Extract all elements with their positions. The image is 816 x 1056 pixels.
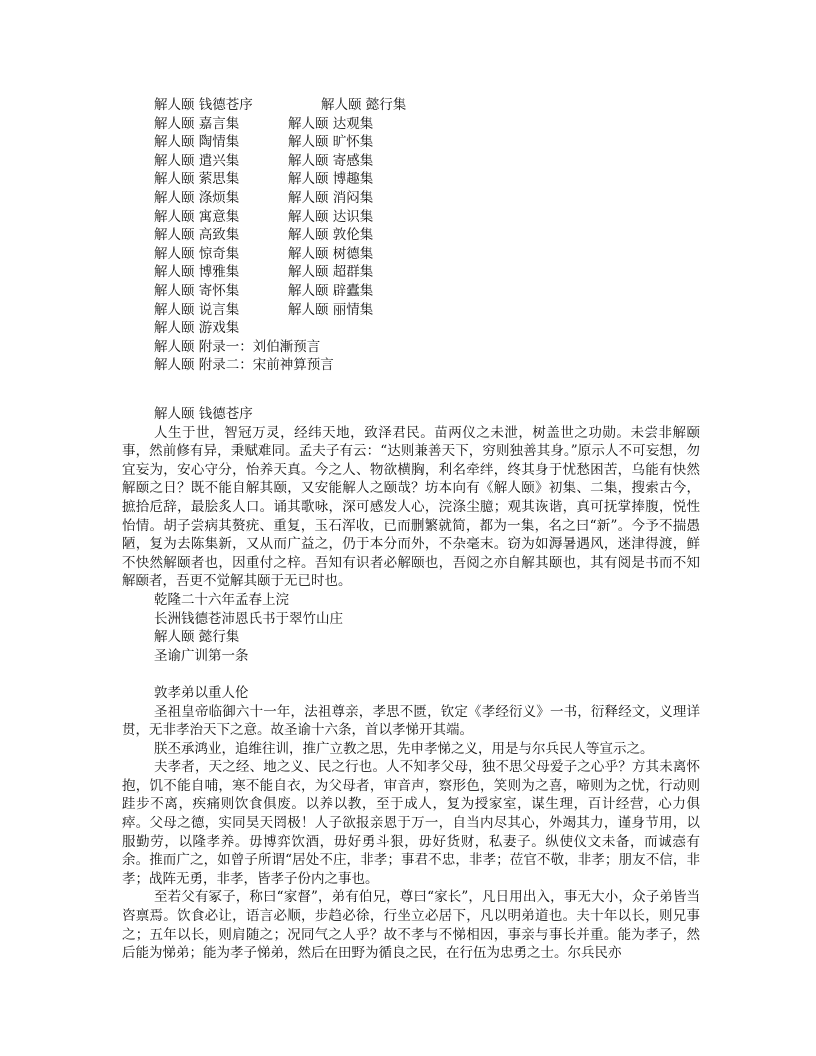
- toc-item: 解人颐 旷怀集: [288, 134, 374, 151]
- section-heading: 解人颐 懿行集: [154, 629, 240, 646]
- section-paragraph: 朕丕承鸿业，追维往训，推广立教之思，先申孝悌之义，用是与尔兵民人等宣示之。: [154, 740, 654, 757]
- section-paragraph: 夫孝者，天之经、地之义、民之行也。人不知孝父母，独不思父母爱子之心乎？方其未离怀抱，饥不能自哺，寒不能自衣，为父母者，审音声，察形色，笑则为之喜，啼则为之忧，行动则跬步不离，疾痛则饮食俱废。以养以教，至于成人，复为授家室，谋生理，百计经营，心力俱瘁。父母之德，实同昊天罔极！人子欲报亲恩于万一，自当内尽其心，外竭其力，谨身节用，以服勤劳，以隆孝养。毋博弈饮酒，毋好勇斗狠，毋好货财，私妻子。纵使仪文未备，而诚悫有余。推而广之，如曾子所谓“居处不庄，非孝；事君不忠，非孝；莅官不敬，非孝；朋友不信，非孝；战阵无勇，非孝，皆孝子份内之事也。: [122, 759, 700, 887]
- document-body: [122, 405, 700, 963]
- toc-item: 解人颐 树德集: [288, 245, 374, 262]
- toc-item: 解人颐 博趣集: [288, 171, 374, 188]
- section-title: 敦孝弟以重人伦: [154, 684, 249, 701]
- section-paragraph: 圣祖皇帝临御六十一年，法祖尊亲，孝思不匮，钦定《孝经衍义》一书，衍释经文，义理详贯，无非孝治天下之意。故圣谕十六条，首以孝悌开其端。: [122, 703, 700, 739]
- toc-item: 解人颐 辟蠹集: [288, 282, 374, 299]
- preface-paragraph: 人生于世，智冠万灵，经纬天地，致泽君民。苗两仪之未泄，树盖世之功勋。未尝非解颐事，然前修有异，秉赋难同。孟夫子有云：“达则兼善天下，穷则独善其身。”原示人不可妄想，勿宜妄为，安心守分，怡养天真。今之人、物欲横胸，利名牵绊，终其身于忧愁困苦，乌能有快然解颐之日？既不能自解其颐，又安能解人之颐哉？坊本向有《解人颐》初集、二集，搜索古今，摭拾卮辞，最脍炙人口。诵其歌咏，深可感发人心，浣涤尘臆；观其诙谐，真可抚掌捧腹，悦性怡情。胡子尝病其赘疣、重复，玉石浑收，已而删繁就简，都为一集，名之曰“新”。今予不揣愚陋，复为去陈集新，又从而广益之，仍于本分而外，不杂毫末。窃为如溽暑遇风，迷津得渡，鲜不快然解颐者也，因重付之梓。吾知有识者必解颐也，吾阅之亦自解其颐也，其有阅是书而不知解颐者，吾更不觉解其颐于无已时也。: [122, 424, 700, 590]
- toc-item: 解人颐 达观集: [288, 115, 374, 132]
- toc-item: 解人颐 附录二：宋前神算预言: [154, 357, 334, 374]
- section-paragraph: 至若父有冢子，称曰“家督”，弟有伯兄，尊曰“家长”，凡日用出入，事无大小，众子弟皆当咨禀焉。饮食必让，语言必顺，步趋必徐，行坐立必居下，凡以明弟道也。夫十年以长，则兄事之；五年以长，则肩随之；况同气之人乎？故不孝与不悌相因，事亲与事长并重。能为孝子，然后能为悌弟；能为孝子悌弟，然后在田野为循良之民，在行伍为忠勇之士。尔兵民亦: [122, 889, 700, 962]
- toc-item: 解人颐 萦思集: [154, 171, 240, 188]
- blank-line: [122, 665, 700, 684]
- toc-item: 解人颐 高致集: [154, 227, 240, 244]
- toc-item: 解人颐 超群集: [288, 264, 374, 281]
- toc-item: 解人颐 懿行集: [321, 97, 407, 113]
- toc-item: 解人颐 附录一：刘伯漸预言: [154, 338, 321, 355]
- toc-item: 解人颐 丽情集: [288, 301, 374, 318]
- toc-item: 解人颐 消闷集: [288, 189, 374, 206]
- toc-item: 解人颐 寓意集: [154, 208, 240, 225]
- toc-item: 解人颐 说言集: [154, 301, 240, 318]
- toc-item: 解人颐 嘉言集: [154, 115, 240, 132]
- toc-item: 解人颐 涤烦集: [154, 189, 240, 206]
- toc-item: 解人颐 寄怀集: [154, 282, 240, 299]
- toc-item: 解人颐 惊奇集: [154, 245, 240, 262]
- section-subheading: 圣谕广训第一条: [154, 647, 249, 664]
- toc-item: 解人颐 寄感集: [288, 152, 374, 169]
- toc-item: 解人颐 陶情集: [154, 134, 240, 151]
- toc-item: 解人颐 达识集: [288, 208, 374, 225]
- toc-item: 解人颐 敦伦集: [288, 227, 374, 244]
- toc-item: 解人颐 钱德苍序: [154, 97, 253, 113]
- preface-date: 乾隆二十六年孟春上浣: [154, 591, 289, 608]
- preface-heading: 解人颐 钱德苍序: [154, 406, 253, 422]
- toc-item: 解人颐 游戏集: [154, 320, 240, 337]
- toc-item: 解人颐 博雅集: [154, 264, 240, 281]
- preface-signature: 长洲钱德苍沛恩氏书于翠竹山庄: [154, 610, 343, 627]
- toc-item: 解人颐 遣兴集: [154, 152, 240, 169]
